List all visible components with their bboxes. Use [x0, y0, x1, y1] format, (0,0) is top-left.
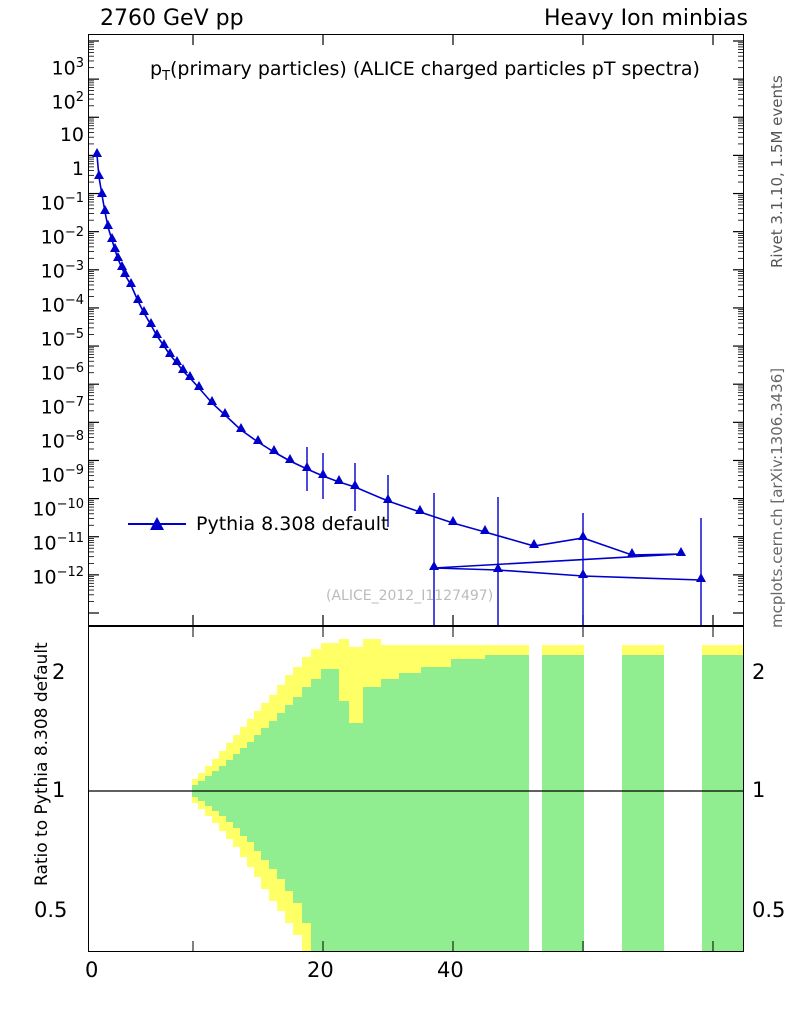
series-line-pythia	[97, 155, 681, 555]
ratio-panel	[88, 626, 744, 952]
ytick-1e-4: $10^{-4}$	[40, 293, 84, 317]
ratio-ytick-1-left: 1	[52, 778, 66, 802]
ytick-1e2: $10^2$	[51, 90, 84, 114]
header-right-label: Heavy Ion minbias	[544, 6, 748, 31]
ratio-svg	[89, 627, 743, 951]
ratio-ytick-1-right: 1	[752, 778, 766, 802]
mcplots-source-label: mcplots.cern.ch [arXiv:1306.3436]	[768, 367, 786, 628]
ytick-1e-5: $10^{-5}$	[40, 327, 84, 351]
xtick-40: 40	[437, 958, 464, 982]
ytick-1e-11: $10^{-11}$	[32, 531, 84, 555]
ytick-1e-9: $10^{-9}$	[40, 463, 84, 487]
ytick-1e-7: $10^{-7}$	[40, 395, 84, 419]
ytick-1e-2: $10^{-2}$	[40, 225, 84, 249]
ytick-1e-6: $10^{-6}$	[40, 361, 84, 385]
ratio-ytick-05-right: 0.5	[752, 898, 786, 922]
xtick-20: 20	[307, 958, 334, 982]
ratio-ytick-05-left: 0.5	[34, 898, 68, 922]
xtick-0: 0	[85, 958, 99, 982]
series-line-tail	[434, 554, 701, 580]
legend-label: Pythia 8.308 default	[196, 513, 389, 535]
ytick-1e3: $10^3$	[51, 56, 84, 80]
plot-title-rest: (primary particles) (ALICE charged particles pT spectra)	[170, 58, 700, 80]
legend	[128, 512, 388, 536]
ytick-1: 1	[71, 158, 84, 180]
ratio-ytick-2-right: 2	[752, 660, 766, 684]
plot-title-subscript: T	[162, 68, 171, 84]
analysis-id-watermark: (ALICE_2012_I1127497)	[326, 588, 494, 604]
main-plot-svg	[89, 35, 743, 625]
ratio-y-axis-title: Ratio to Pythia 8.308 default	[32, 642, 52, 886]
main-plot-panel	[88, 34, 744, 626]
ratio-ytick-2-left: 2	[52, 660, 66, 684]
ytick-1e-12: $10^{-12}$	[32, 565, 84, 589]
rivet-version-label: Rivet 3.1.10, 1.5M events	[768, 75, 786, 268]
legend-marker-icon	[128, 517, 186, 531]
header	[0, 6, 786, 34]
plot-title	[150, 58, 700, 84]
plot-title-prefix: p	[150, 58, 163, 80]
ytick-1e-10: $10^{-10}$	[32, 497, 84, 521]
ytick-1e-1: $10^{-1}$	[40, 191, 84, 215]
header-left-label: 2760 GeV pp	[100, 6, 244, 31]
ytick-1e-8: $10^{-8}$	[40, 429, 84, 453]
main-y-axis-labels	[0, 34, 84, 626]
ytick-10: 10	[59, 124, 84, 146]
ytick-1e-3: $10^{-3}$	[40, 259, 84, 283]
